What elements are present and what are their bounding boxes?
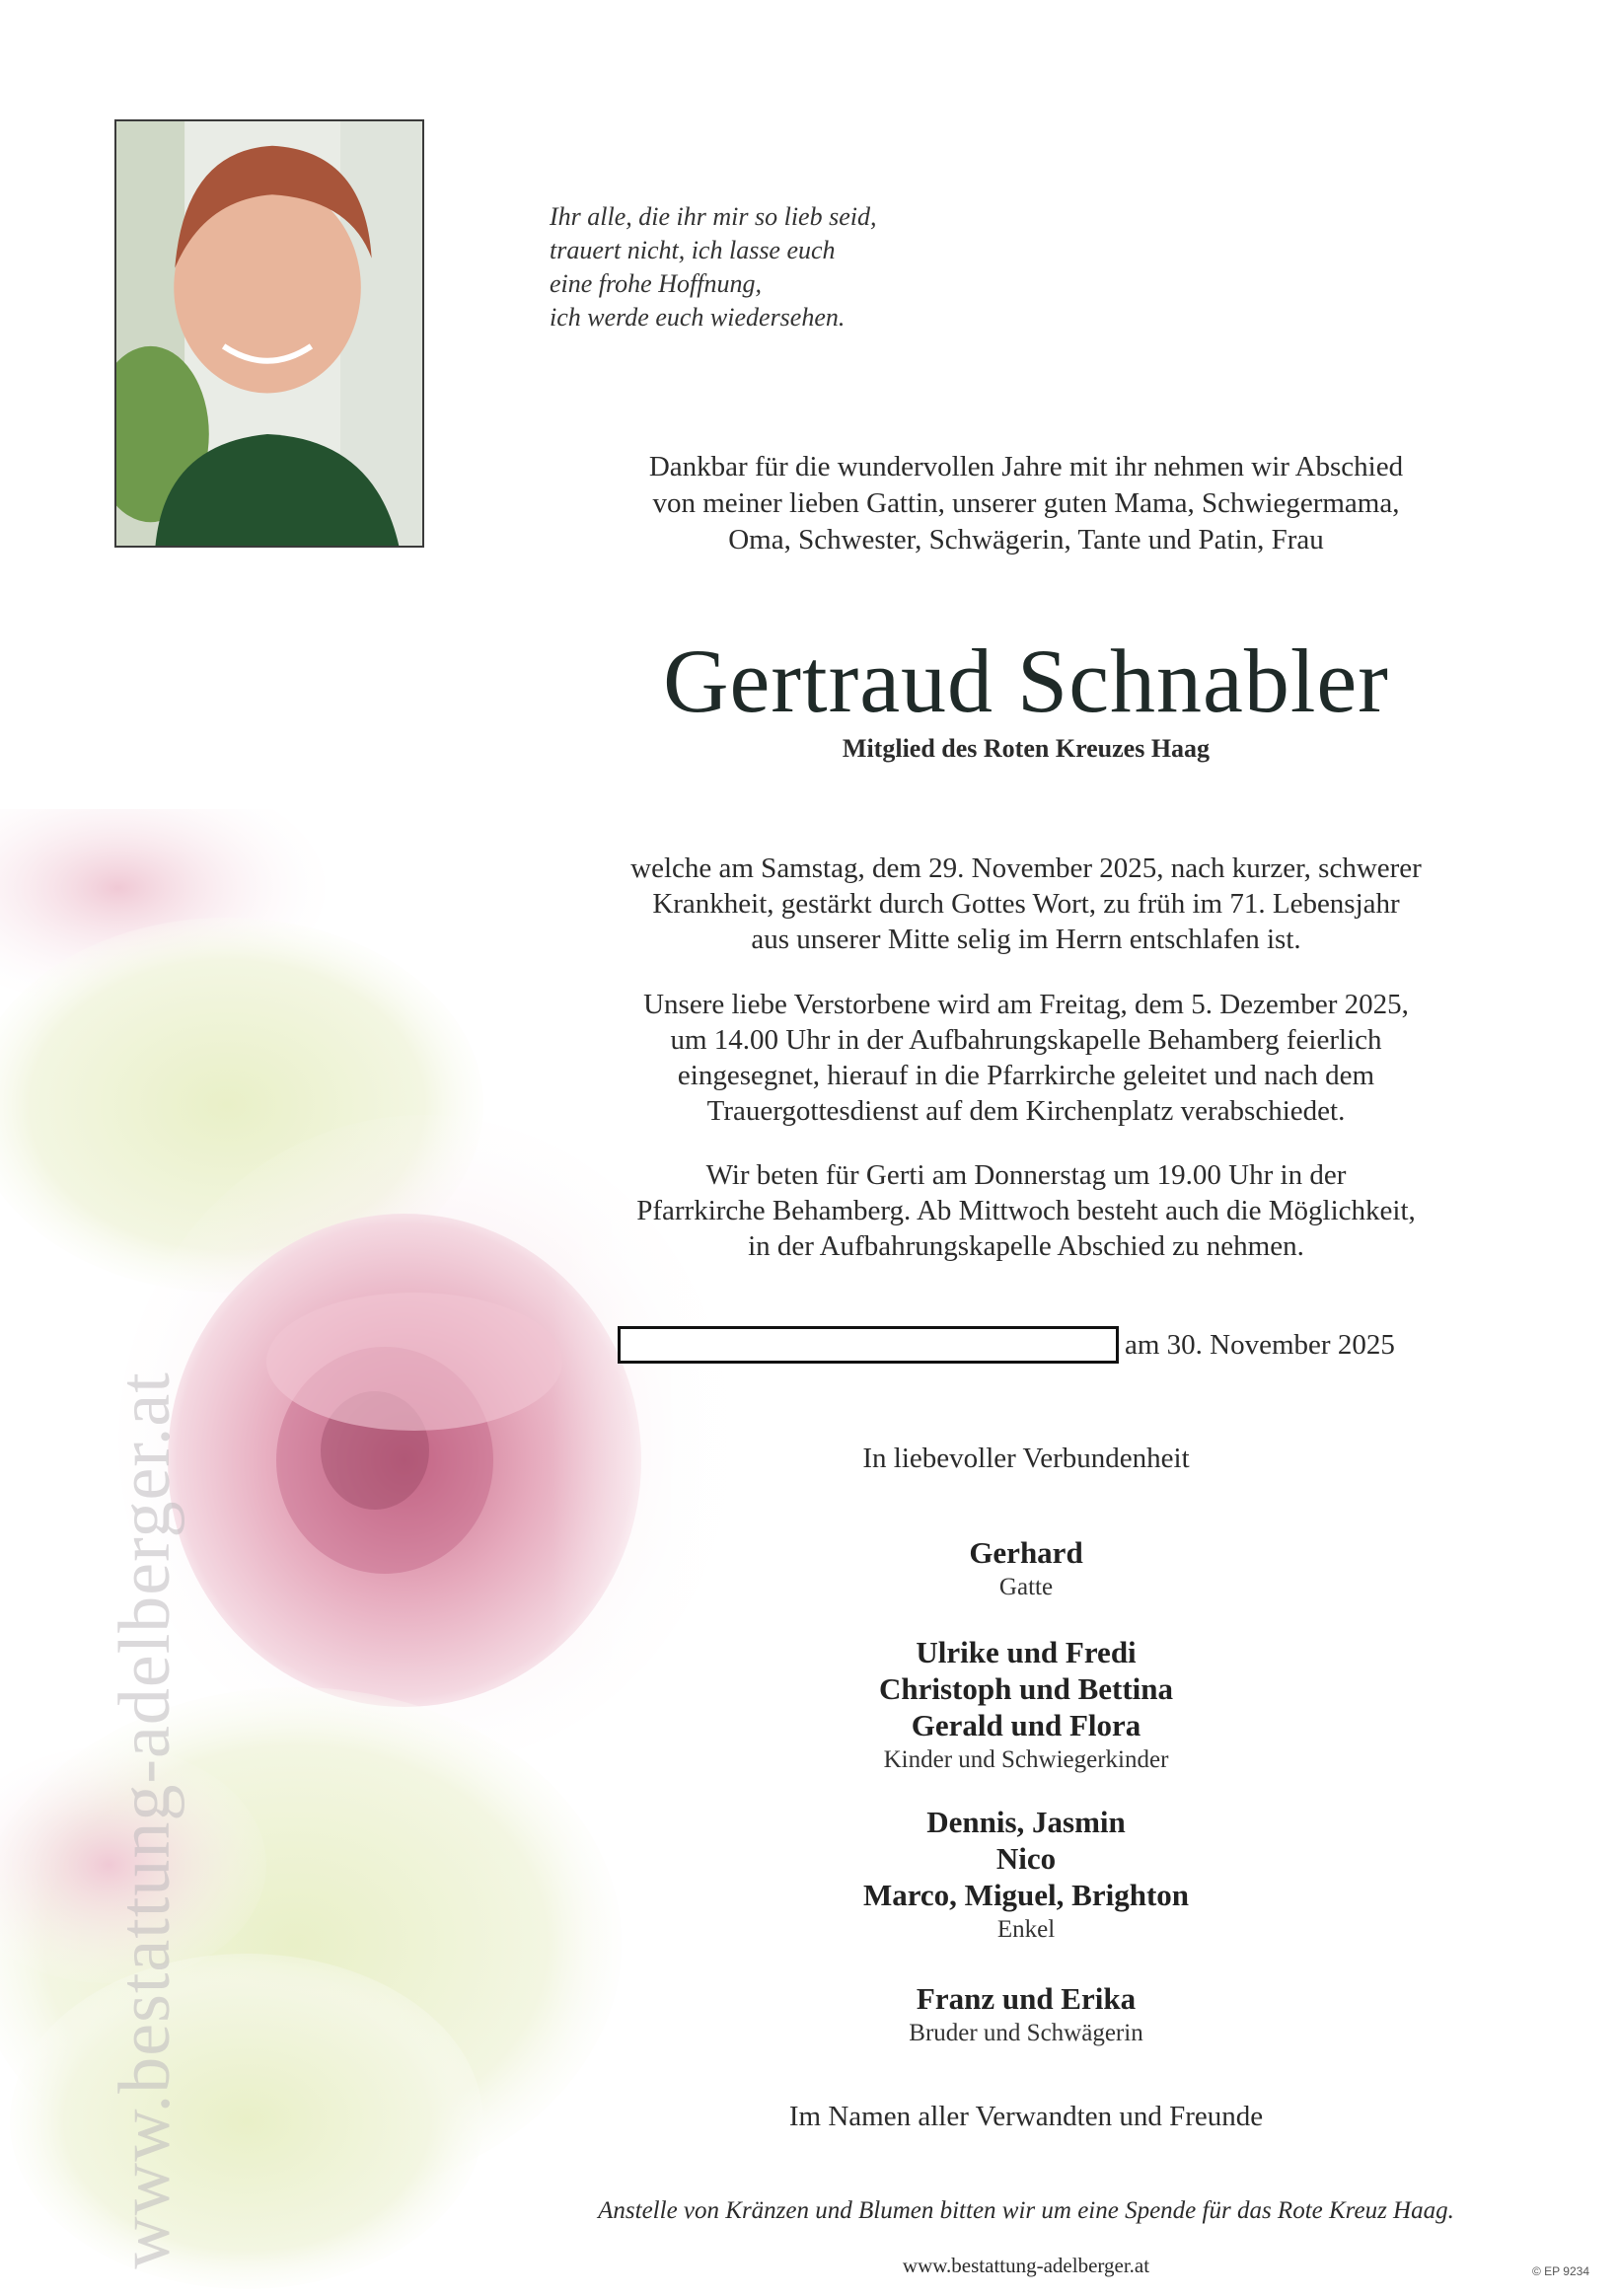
prayer-paragraph <box>533 1157 1519 1264</box>
intro-text <box>533 449 1519 558</box>
mourner-relation: Bruder und Schwägerin <box>909 2020 1143 2046</box>
paragraph-line: in der Aufbahrungskapelle Abschied zu nehmen. <box>748 1230 1304 1262</box>
intro-line: Oma, Schwester, Schwägerin, Tante und Patin, Frau <box>728 524 1324 555</box>
paragraph-line: Wir beten für Gerti am Donnerstag um 19.00 Uhr in der <box>705 1159 1347 1191</box>
intro-line: Dankbar für die wundervollen Jahre mit ihr nehmen wir Abschied <box>648 451 1404 482</box>
paragraph-line: um 14.00 Uhr in der Aufbahrungskapelle Behamberg feierlich <box>670 1024 1382 1056</box>
paragraph-line: aus unserer Mitte selig im Herrn entschlafen ist. <box>751 924 1301 955</box>
deceased-name: Gertraud Schnabler <box>663 630 1389 731</box>
donation-note: Anstelle von Kränzen und Blumen bitten wir um eine Spende für das Rote Kreuz Haag. <box>598 2197 1454 2224</box>
mourner-group <box>533 1634 1519 1777</box>
mourner-group <box>533 1980 1519 2050</box>
intro-line: von meiner lieben Gattin, unserer guten Mama, Schwiegermama, <box>652 487 1400 519</box>
paragraph-line: welche am Samstag, dem 29. November 2025, nach kurzer, schwerer <box>630 852 1422 884</box>
mourner-name: Ulrike und Fredi <box>916 1635 1137 1669</box>
mourner-relation: Enkel <box>996 1916 1056 1943</box>
closing-text: In liebevoller Verbundenheit <box>862 1443 1190 1474</box>
mourner-name: Gerald und Flora <box>911 1708 1141 1742</box>
mourner-name: Marco, Miguel, Brighton <box>862 1878 1190 1912</box>
mourner-name: Christoph und Bettina <box>878 1671 1174 1706</box>
mourner-group <box>533 1534 1519 1604</box>
mourner-group <box>533 1804 1519 1947</box>
date-text: am 30. November 2025 <box>1125 1328 1395 1361</box>
portrait-photo <box>114 119 424 548</box>
motto-line: eine frohe Hoffnung, <box>550 269 762 298</box>
membership-text: Mitglied des Roten Kreuzes Haag <box>842 734 1211 763</box>
website-link[interactable]: www.bestattung-adelberger.at <box>902 2254 1150 2277</box>
watermark-text: www.bestattung-adelberger.at <box>105 1371 185 2269</box>
place-date-row <box>618 1323 1395 1367</box>
mourner-name: Nico <box>995 1841 1057 1876</box>
paragraph-line: Pfarrkirche Behamberg. Ab Mittwoch besteht auch die Möglichkeit, <box>636 1195 1416 1226</box>
mourner-relation: Kinder und Schwiegerkinder <box>883 1746 1169 1773</box>
death-paragraph <box>533 851 1519 957</box>
motto-line: Ihr alle, die ihr mir so lieb seid, <box>550 202 877 231</box>
mourner-relation: Gatte <box>998 1574 1054 1600</box>
paragraph-line: Unsere liebe Verstorbene wird am Freitag, dem 5. Dezember 2025, <box>643 989 1409 1020</box>
names-all-text: Im Namen aller Verwandten und Freunde <box>788 2101 1264 2132</box>
paragraph-line: Krankheit, gestärkt durch Gottes Wort, zu früh im 71. Lebensjahr <box>652 888 1400 920</box>
mourner-name: Dennis, Jasmin <box>926 1805 1126 1839</box>
mourner-name: Franz und Erika <box>916 1981 1137 2016</box>
funeral-paragraph <box>533 987 1519 1129</box>
motto-line: ich werde euch wiedersehen. <box>550 303 846 332</box>
redacted-place-box <box>618 1326 1119 1364</box>
paragraph-line: Trauergottesdienst auf dem Kirchenplatz verabschiedet. <box>706 1095 1346 1127</box>
motto-line: trauert nicht, ich lasse euch <box>550 236 836 264</box>
paragraph-line: eingesegnet, hierauf in die Pfarrkirche geleitet und nach dem <box>677 1060 1375 1091</box>
document-code: © EP 9234 <box>1532 2264 1589 2278</box>
motto-quote <box>550 200 1043 334</box>
mourner-name: Gerhard <box>969 1535 1083 1570</box>
